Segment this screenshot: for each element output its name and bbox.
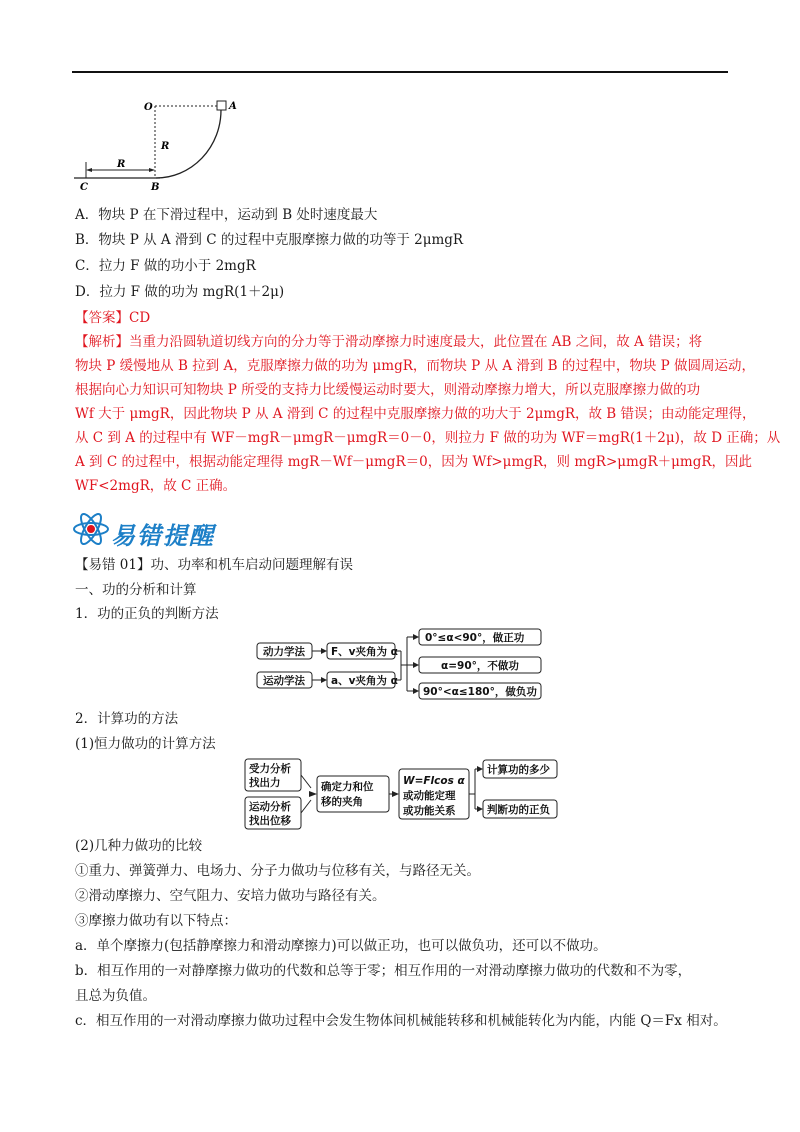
label-amount: 计算功的多少	[487, 764, 550, 776]
label-O: O	[144, 102, 153, 113]
track-figure	[70, 92, 250, 194]
block-A	[217, 101, 226, 110]
label-kinematics: 运动学法	[263, 675, 305, 687]
label-sign: 判断功的正负	[487, 804, 550, 816]
sub-heading: (1)恒力做功的计算方法	[75, 736, 216, 752]
option-c: C．拉力 F 做的功小于 2mgR	[75, 258, 256, 274]
label-A: A	[229, 101, 237, 112]
explanation-line: 从 C 到 A 的过程中有 WF－mgR－μmgR－μmgR＝0－0，则拉力 F 做的功为 WF＝mgR(1＋2μ)，故 D 正确；从	[75, 430, 781, 446]
sub-point-a: a．单个摩擦力(包括静摩擦力和滑动摩擦力)可以做正功，也可以做负功，还可以不做功。	[75, 938, 607, 954]
section-heading: 一、功的分析和计算	[75, 582, 197, 598]
label-force-2: 找出力	[249, 777, 281, 789]
point-3: ③摩擦力做功有以下特点：	[75, 913, 237, 929]
label-R-vertical: R	[161, 141, 170, 152]
work-sign-diagram	[255, 628, 555, 700]
label-formula-3: 或功能关系	[403, 805, 456, 817]
label-force-1: 受力分析	[249, 763, 291, 775]
sub-point-c: c．相互作用的一对滑动摩擦力做功过程中会发生物体间机械能转移和机械能转化为内能，内能 Q＝Fx 相对。	[75, 1013, 727, 1029]
label-positive: 0°≤α<90°，做正功	[425, 632, 525, 644]
explanation-line: 根据向心力知识可知物块 P 所受的支持力比缓慢运动时要大，则滑动摩擦力增大，所以克服摩擦力做的功	[75, 382, 701, 398]
label-formula-1: W=Flcos α	[403, 775, 465, 787]
point-2: ②滑动摩擦力、空气阻力、安培力做功与路径有关。	[75, 888, 386, 904]
item-heading: 1．功的正负的判断方法	[75, 606, 219, 622]
explanation-line: A 到 C 的过程中，根据动能定理得 mgR－Wf－μmgR＝0，因为 Wf>μmgR，则 mgR>μmgR＋μmgR，因此	[75, 454, 753, 470]
explanation-line: 【解析】当重力沿圆轨道切线方向的分力等于滑动摩擦力时速度最大，此位置在 AB 之间，故 A 错误；将	[75, 334, 703, 350]
header-rule	[72, 71, 728, 73]
explanation-line: 物块 P 缓慢地从 B 拉到 A，克服摩擦力做的功为 μmgR，而物块 P 从 A 滑到 B 的过程中，物块 P 做圆周运动，	[75, 358, 756, 374]
explanation-line: WF<2mgR，故 C 正确。	[75, 478, 237, 494]
explanation	[75, 330, 781, 498]
sub-point-b-2: 且总为负值。	[75, 988, 156, 1004]
error-heading: 【易错 01】功、功率和机车启动问题理解有误	[75, 557, 353, 573]
work-calc-diagram	[243, 755, 563, 833]
label-angle-2: 移的夹角	[321, 796, 363, 808]
sub-heading: (2)几种力做功的比较	[75, 838, 203, 854]
label-motion-2: 找出位移	[249, 815, 291, 827]
label-angle-1: 确定力和位	[321, 781, 374, 793]
banner-title: 易错提醒	[111, 522, 215, 550]
explanation-line: Wf 大于 μmgR，因此物块 P 从 A 滑到 C 的过程中克服摩擦力做的功大于 2μmgR，故 B 错误；由动能定理得，	[75, 406, 756, 422]
label-formula-2: 或动能定理	[403, 790, 456, 802]
sub-point-b-1: b．相互作用的一对静摩擦力做功的代数和总等于零；相互作用的一对滑动摩擦力做功的代数和不为零，	[75, 963, 692, 979]
label-F-v: F、v夹角为 α	[331, 646, 398, 658]
label-negative: 90°<α≤180°，做负功	[423, 686, 537, 698]
label-motion-1: 运动分析	[249, 801, 291, 813]
label-C: C	[80, 182, 88, 193]
option-a: A．物块 P 在下滑过程中，运动到 B 处时速度最大	[75, 207, 378, 223]
atom-icon	[72, 512, 110, 546]
answer: 【答案】CD	[75, 310, 151, 326]
label-B: B	[151, 182, 160, 193]
label-a-v: a、v夹角为 α	[331, 675, 398, 687]
point-1: ①重力、弹簧弹力、电场力、分子力做功与位移有关，与路径无关。	[75, 863, 480, 879]
option-b: B．物块 P 从 A 滑到 C 的过程中克服摩擦力做的功等于 2μmgR	[75, 232, 464, 248]
item-heading: 2．计算功的方法	[75, 711, 179, 727]
label-R-horizontal: R	[117, 159, 126, 170]
label-zero: α=90°，不做功	[441, 660, 519, 672]
label-dynamics: 动力学法	[263, 646, 305, 658]
option-d: D．拉力 F 做的功为 mgR(1＋2μ)	[75, 284, 285, 300]
